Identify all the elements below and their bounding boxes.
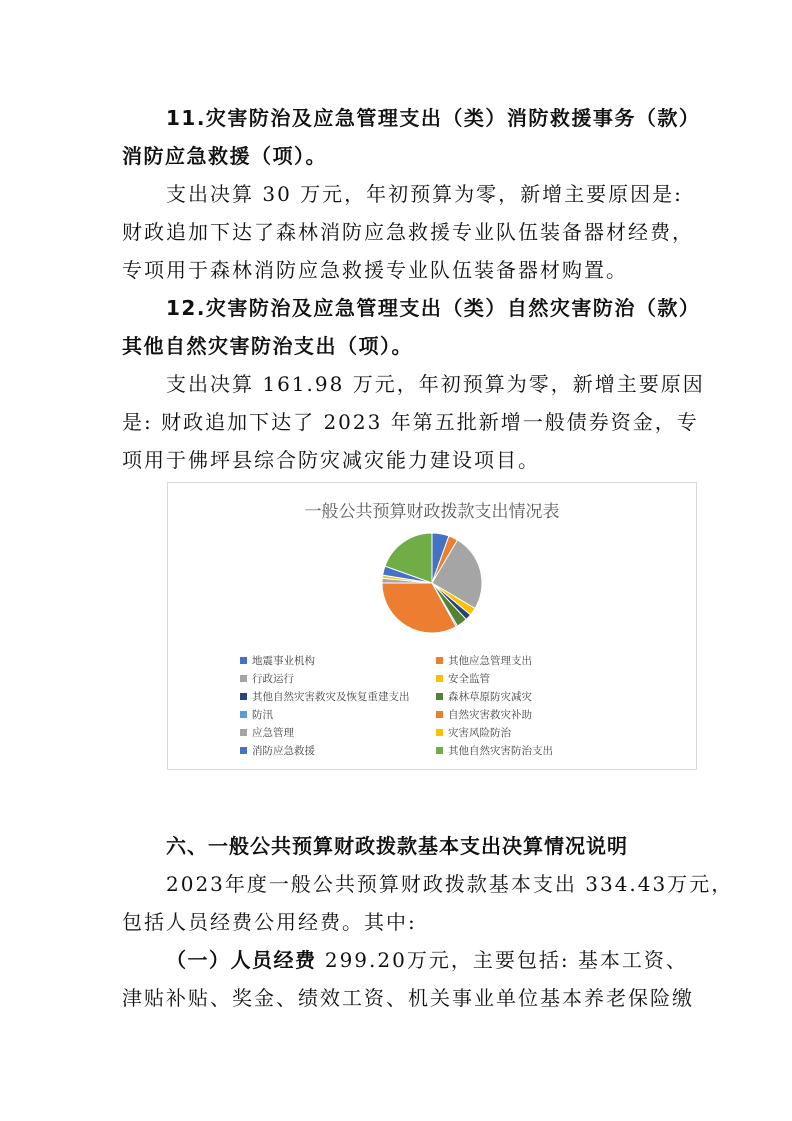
item1-text: 299.20万元，主要包括: 基本工资、 [316,948,688,972]
legend-label: 应急管理 [252,727,294,739]
item1-label: （一）人员经费 [166,948,317,972]
legend-label: 防汛 [252,709,273,721]
section-11-body-line3: 专项用于森林消防应急救援专业队伍装备器材购置。 [122,258,628,282]
legend-item-8 [240,725,294,740]
chart-title: 一般公共预算财政拨款支出情况表 [304,502,560,522]
legend-label: 其他自然灾害防治支出 [448,745,553,757]
legend-item-3 [436,671,490,686]
legend-swatch [240,675,247,682]
legend-item-0 [240,653,315,668]
expenditure-pie-chart [167,482,697,770]
section-11-heading-line1: 11.灾害防治及应急管理支出（类）消防救援事务（款） [166,106,701,130]
legend-label: 消防应急救援 [252,745,315,757]
legend-item-1 [436,653,532,668]
section-12-body-line3: 项用于佛坪县综合防灾减灾能力建设项目。 [122,448,540,472]
legend-item-9 [436,725,511,740]
legend-label: 灾害风险防治 [448,727,511,739]
section-11-body-line1: 支出决算 30 万元，年初预算为零，新增主要原因是: [166,182,683,206]
legend-item-5 [436,689,532,704]
section-12-body-line1: 支出决算 161.98 万元，年初预算为零，新增主要原因 [166,372,705,396]
legend-swatch [436,693,443,700]
legend-label: 其他自然灾害救灾及恢复重建支出 [252,691,410,703]
section-6-item1-line [166,946,688,974]
legend-swatch [436,711,443,718]
legend-label: 行政运行 [252,673,294,685]
legend-item-4 [240,689,410,704]
legend-swatch [240,693,247,700]
section-6-heading: 六、一般公共预算财政拨款基本支出决算情况说明 [166,834,628,858]
section-6-item1-cont: 津贴补贴、奖金、绩效工资、机关事业单位基本养老保险缴 [122,986,694,1010]
legend-item-2 [240,671,294,686]
section-6-body-line1: 2023年度一般公共预算财政拨款基本支出 334.43万元， [166,872,734,896]
legend-swatch [436,675,443,682]
legend-label: 安全监管 [448,673,490,685]
legend-swatch [240,747,247,754]
legend-label: 自然灾害救灾补助 [448,709,532,721]
legend-swatch [436,729,443,736]
legend-item-6 [240,707,273,722]
legend-label: 森林草原防灾减灾 [448,691,532,703]
legend-item-10 [240,743,315,758]
section-12-heading-line2: 其他自然灾害防治支出（项）。 [122,334,413,358]
section-6-body-line2: 包括人员经费公用经费。其中: [122,910,417,934]
legend-label: 其他应急管理支出 [448,655,532,667]
section-12-heading-line1: 12.灾害防治及应急管理支出（类）自然灾害防治（款） [166,296,701,320]
legend-item-11 [436,743,553,758]
legend-swatch [240,729,247,736]
section-11-body-line2: 财政追加下达了森林消防应急救援专业队伍装备器材经费， [122,220,694,244]
legend-label: 地震事业机构 [252,655,315,667]
section-11-heading-line2: 消防应急救援（项）。 [122,144,327,168]
legend-swatch [240,711,247,718]
legend-swatch [240,657,247,664]
legend-swatch [436,657,443,664]
legend-swatch [436,747,443,754]
legend-item-7 [436,707,532,722]
section-12-body-line2: 是: 财政追加下达了 2023 年第五批新增一般债券资金，专 [122,410,699,434]
